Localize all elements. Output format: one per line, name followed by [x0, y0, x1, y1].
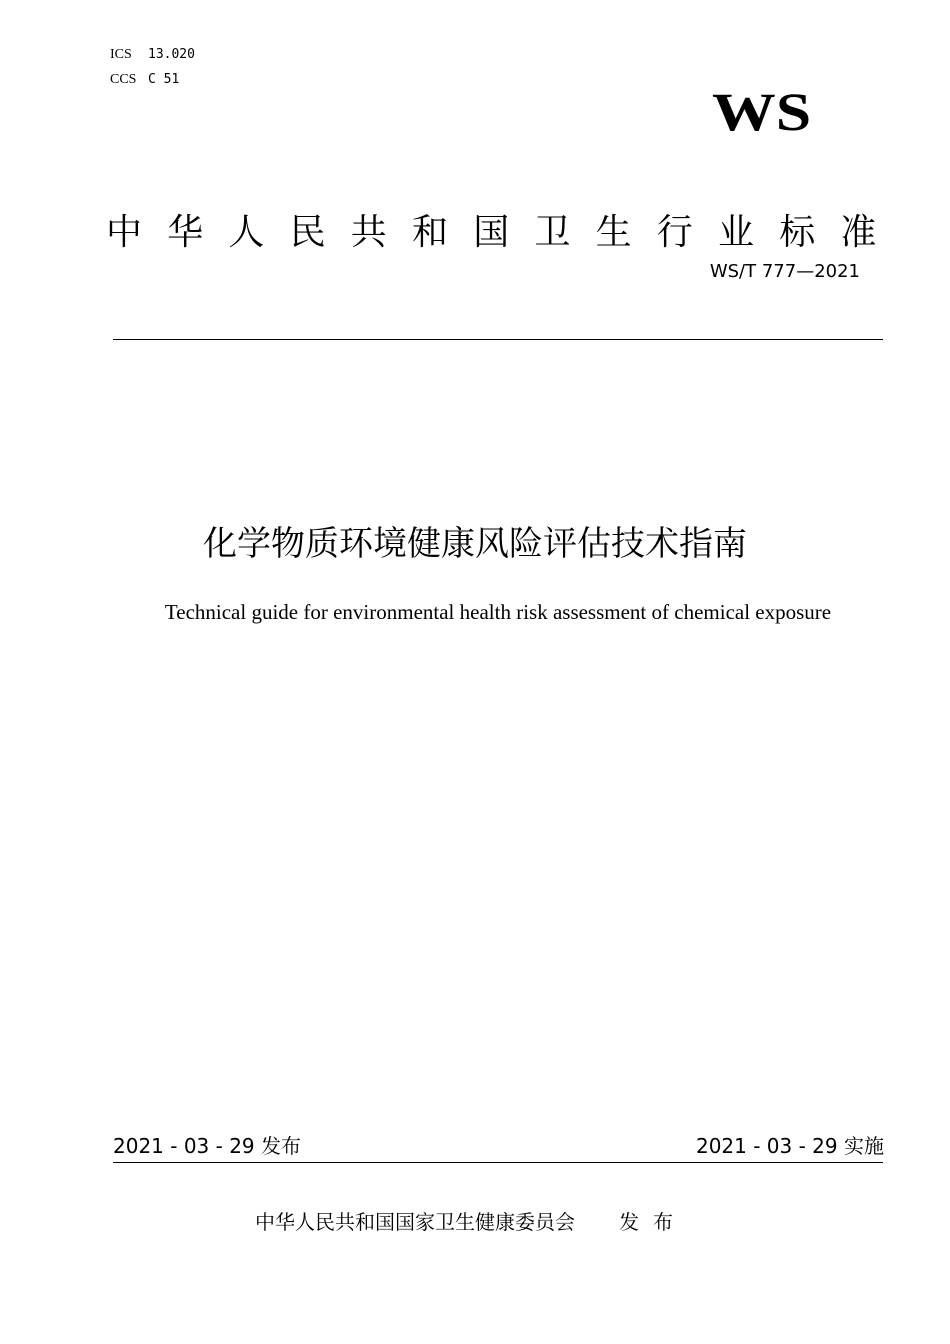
- ics-label: ICS: [110, 47, 132, 62]
- ws-logo: WS: [712, 82, 812, 142]
- standard-number: WS/T 777—2021: [709, 261, 860, 282]
- issuer-line: [255, 1208, 687, 1236]
- ics-classification: [110, 47, 195, 63]
- implementation-date: 2021 - 03 - 29 实施: [695, 1134, 884, 1158]
- footer-divider: [113, 1162, 883, 1163]
- standard-type-heading: 中华人民共和国卫生行业标准: [106, 212, 902, 253]
- ccs-value: C 51: [148, 72, 180, 87]
- title-english: Technical guide for environmental health risk assessment of chemical exposure: [164, 600, 832, 624]
- ccs-label: CCS: [110, 72, 137, 87]
- issue-verb: 发布: [619, 1210, 687, 1234]
- ccs-classification: [110, 72, 179, 88]
- ics-value: 13.020: [148, 47, 195, 62]
- issuer-name: 中华人民共和国国家卫生健康委员会: [255, 1210, 575, 1234]
- issue-date: 2021 - 03 - 29 发布: [113, 1134, 302, 1158]
- header-divider: [113, 339, 883, 340]
- title-chinese: 化学物质环境健康风险评估技术指南: [203, 524, 747, 564]
